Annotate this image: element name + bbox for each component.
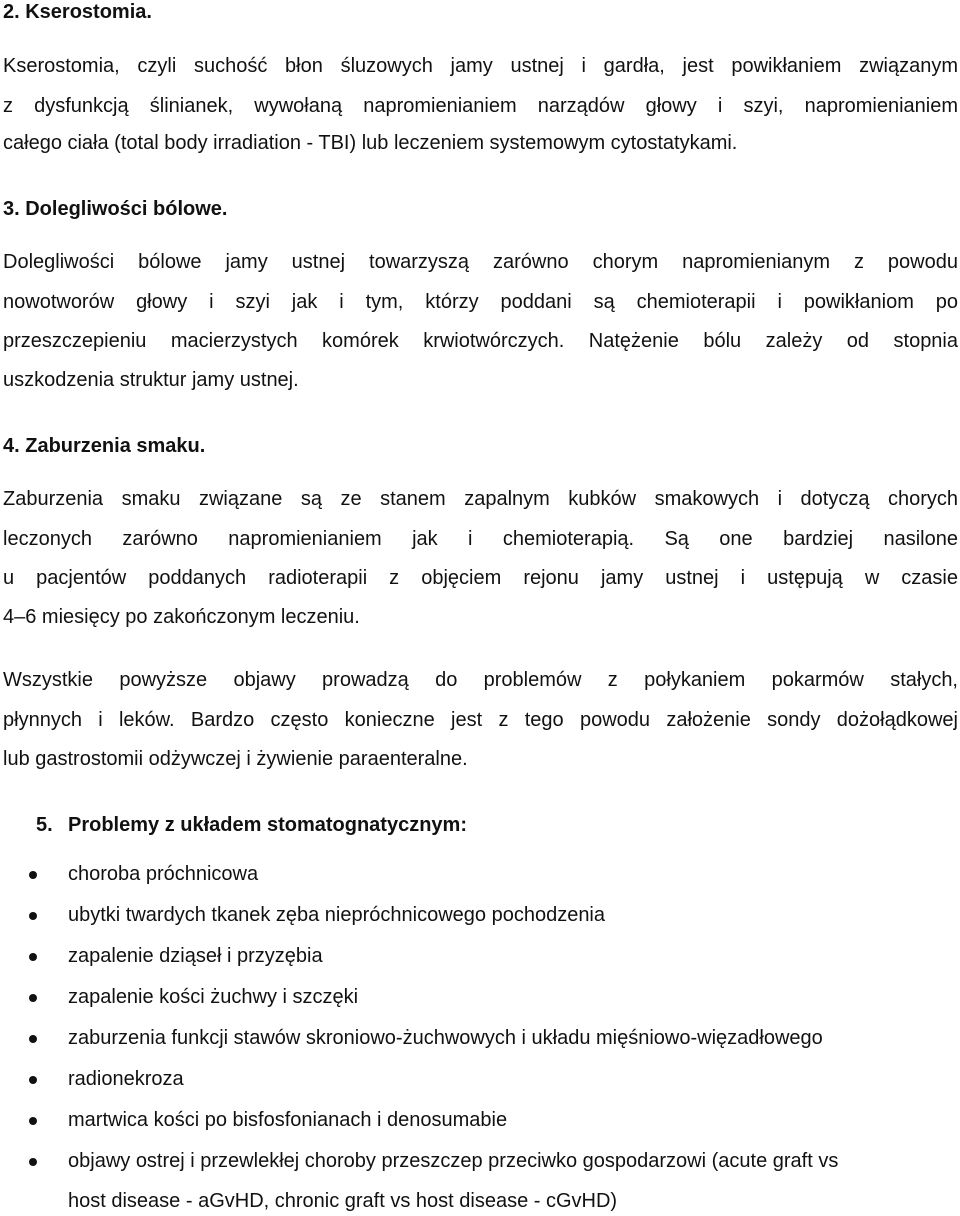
list-item-text-continuation: host disease - aGvHD, chronic graft vs host disease - cGvHD) — [68, 1190, 618, 1212]
section-3-paragraph-line: przeszczepieniu macierzystych komórek krwiotwórczych. Natężenie bólu zależy od stopnia — [3, 330, 958, 352]
bullet-icon — [29, 953, 37, 961]
section-2-heading: 2. Kserostomia. — [3, 1, 152, 23]
section-3-paragraph-line: Dolegliwości bólowe jamy ustnej towarzyszą zarówno chorym napromienianym z powodu — [3, 251, 958, 273]
list-item-text: zapalenie dziąseł i przyzębia — [68, 945, 323, 967]
list-item-text: radionekroza — [68, 1068, 184, 1090]
section-5-heading-number: 5. — [36, 814, 53, 836]
section-4-paragraph2-line: płynnych i leków. Bardzo często konieczne jest z tego powodu założenie sondy dożołądkowej — [3, 709, 958, 731]
section-3-paragraph-line: nowotworów głowy i szyi jak i tym, którzy poddani są chemioterapii i powikłaniom po — [3, 291, 958, 313]
section-2-paragraph-line: całego ciała (total body irradiation - TBI) lub leczeniem systemowym cytostatykami. — [3, 132, 738, 154]
section-4-paragraph-line: 4–6 miesięcy po zakończonym leczeniu. — [3, 606, 360, 628]
section-4-paragraph-line: leczonych zarówno napromienianiem jak i chemioterapią. Są one bardziej nasilone — [3, 528, 958, 550]
bullet-icon — [29, 871, 37, 879]
list-item-text: zaburzenia funkcji stawów skroniowo-żuchwowych i układu mięśniowo-więzadłowego — [68, 1027, 823, 1049]
bullet-icon — [29, 912, 37, 920]
list-item-text: ubytki twardych tkanek zęba niepróchnicowego pochodzenia — [68, 904, 606, 926]
section-4-paragraph-line: u pacjentów poddanych radioterapii z objęciem rejonu jamy ustnej i ustępują w czasie — [3, 567, 958, 589]
section-3-paragraph-line: uszkodzenia struktur jamy ustnej. — [3, 369, 299, 391]
list-item-text: choroba próchnicowa — [68, 863, 259, 885]
bullet-icon — [29, 1035, 37, 1043]
section-5-heading — [36, 814, 960, 836]
section-2-paragraph-line: z dysfunkcją ślinianek, wywołaną napromienianiem narządów głowy i szyi, napromienianiem — [3, 95, 958, 117]
bullet-icon — [29, 994, 37, 1002]
bullet-icon — [29, 1158, 37, 1166]
section-2-paragraph-line: Kserostomia, czyli suchość błon śluzowych jamy ustnej i gardła, jest powikłaniem związanym — [3, 55, 958, 77]
section-4-paragraph2-line: lub gastrostomii odżywczej i żywienie paraenteralne. — [3, 748, 468, 770]
section-4-paragraph-line: Zaburzenia smaku związane są ze stanem zapalnym kubków smakowych i dotyczą chorych — [3, 488, 958, 510]
bullet-icon — [29, 1117, 37, 1125]
section-4-paragraph2-line: Wszystkie powyższe objawy prowadzą do problemów z połykaniem pokarmów stałych, — [3, 669, 958, 691]
list-item-text: objawy ostrej i przewlekłej choroby przeszczep przeciwko gospodarzowi (acute graft vs — [68, 1150, 839, 1172]
section-3-heading: 3. Dolegliwości bólowe. — [3, 198, 228, 220]
list-item-text: zapalenie kości żuchwy i szczęki — [68, 986, 359, 1008]
list-item-text: martwica kości po bisfosfonianach i denosumabie — [68, 1109, 508, 1131]
section-4-heading: 4. Zaburzenia smaku. — [3, 435, 206, 457]
section-5-heading-text: Problemy z układem stomatognatycznym: — [68, 814, 467, 836]
bullet-icon — [29, 1076, 37, 1084]
